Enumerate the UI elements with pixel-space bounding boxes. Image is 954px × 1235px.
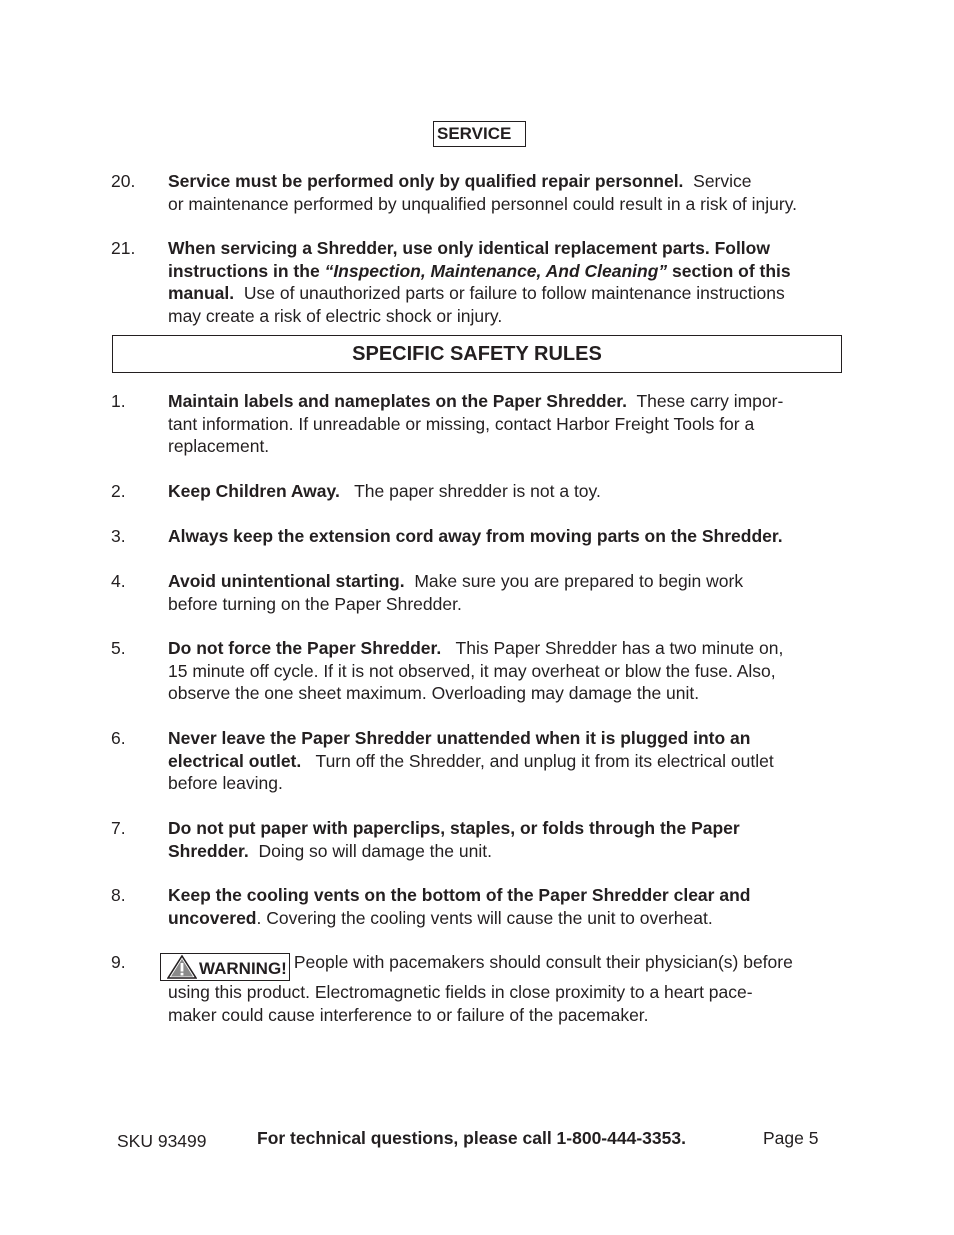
item-text: Use of unauthorized parts or failure to follow maintenance instructions xyxy=(243,283,785,303)
item-bold-text: When servicing a Shredder, use only identical replacement parts. Follow xyxy=(168,238,770,258)
item-text: These carry impor- xyxy=(636,391,784,411)
item-text: Doing so will damage the unit. xyxy=(258,840,492,861)
item-text: . Covering the cooling vents will cause the unit to overheat. xyxy=(256,907,713,928)
item-text: 15 minute off cycle. If it is not observed, it may overheat or blow the fuse. Also, xyxy=(168,660,776,681)
item-text: Service xyxy=(693,171,752,191)
item-text: before leaving. xyxy=(168,773,283,793)
item-number: 4. xyxy=(111,571,126,591)
item-text: tant information. If unreadable or missing, contact Harbor Freight Tools for a xyxy=(168,413,755,434)
footer-page-number: Page 5 xyxy=(763,1128,819,1148)
item-number: 21. xyxy=(111,238,136,258)
warning-triangle-icon xyxy=(167,955,197,979)
item-number: 5. xyxy=(111,638,126,658)
warning-text: WARNING! xyxy=(199,959,287,978)
item-bold-text: Avoid unintentional starting. xyxy=(168,571,405,591)
item-number: 3. xyxy=(111,526,126,546)
item-text: Make sure you are prepared to begin work xyxy=(414,571,744,591)
item-bold-text: Service must be performed only by qualified repair personnel. xyxy=(168,171,684,191)
item-text: maker could cause interference to or failure of the pacemaker. xyxy=(168,1004,649,1025)
item-text: Turn off the Shredder, and unplug it from its electrical outlet xyxy=(315,750,774,771)
item-number: 7. xyxy=(111,818,126,838)
item-bold-text: Shredder. xyxy=(168,840,249,861)
item-text: before turning on the Paper Shredder. xyxy=(168,593,462,614)
item-number: 6. xyxy=(111,728,126,748)
item-number: 8. xyxy=(111,885,126,905)
item-bold-text: Always keep the extension cord away from moving parts on the Shredder. xyxy=(168,526,783,546)
item-number: 20. xyxy=(111,171,136,191)
item-number: 9. xyxy=(111,952,126,972)
item-bold-text: Keep the cooling vents on the bottom of the Paper Shredder clear and xyxy=(168,885,751,905)
item-bold-text: manual. xyxy=(168,283,235,303)
section-reference: “Inspection, Maintenance, And Cleaning” xyxy=(324,260,668,281)
specific-safety-rules-header: SPECIFIC SAFETY RULES xyxy=(112,335,842,373)
item-bold-text: section of this xyxy=(672,260,791,281)
item-text: or maintenance performed by unqualified personnel could result in a risk of injury. xyxy=(168,193,798,214)
item-text: observe the one sheet maximum. Overloading may damage the unit. xyxy=(168,683,700,703)
item-text: This Paper Shredder has a two minute on, xyxy=(455,638,784,658)
item-bold-text: uncovered xyxy=(168,907,257,928)
item-bold-text: Do not force the Paper Shredder. xyxy=(168,638,442,658)
item-bold-text: Keep Children Away. xyxy=(168,481,340,501)
service-header: SERVICE xyxy=(433,121,526,147)
item-bold-text: electrical outlet. xyxy=(168,750,302,771)
footer-sku: SKU 93499 xyxy=(117,1131,207,1151)
item-text: replacement. xyxy=(168,436,270,456)
item-text: using this product. Electromagnetic fields in close proximity to a heart pace- xyxy=(168,982,753,1002)
warning-label xyxy=(160,953,290,981)
item-bold-text: instructions in the xyxy=(168,260,320,281)
item-text: may create a risk of electric shock or injury. xyxy=(168,305,503,326)
item-text: The paper shredder is not a toy. xyxy=(354,481,601,501)
item-text: People with pacemakers should consult their physician(s) before xyxy=(293,952,793,972)
item-bold-text: Do not put paper with paperclips, staples, or folds through the Paper xyxy=(168,818,740,838)
footer-phone-note: For technical questions, please call 1-800-444-3353. xyxy=(257,1128,686,1148)
item-bold-text: Maintain labels and nameplates on the Paper Shredder. xyxy=(168,391,628,411)
item-bold-text: Never leave the Paper Shredder unattended when it is plugged into an xyxy=(168,728,751,748)
item-number: 2. xyxy=(111,481,126,501)
item-number: 1. xyxy=(111,391,126,411)
